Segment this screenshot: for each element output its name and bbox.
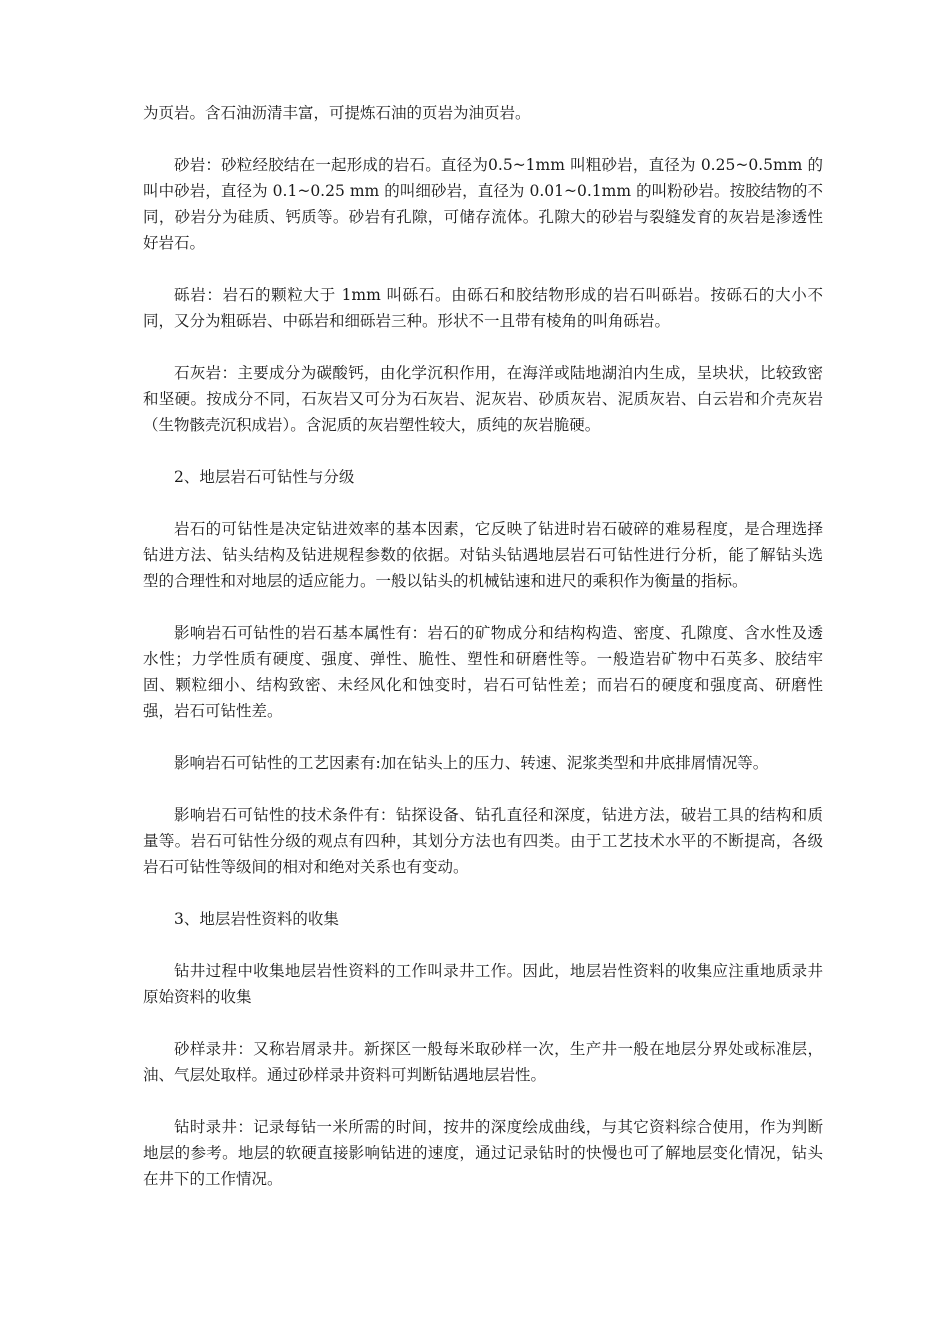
paragraph-process-factors: 影响岩石可钻性的工艺因素有:加在钻头上的压力、转速、泥浆类型和井底排屑情况等。	[174, 754, 769, 772]
paragraph-logging-intro: 钻井过程中收集地层岩性资料的工作叫录井工作。因此，地层岩性资料的收集应注重地质录井原始资料的收集	[143, 962, 823, 1006]
paragraph-cuttings-logging: 砂样录井：又称岩屑录井。新探区一般每米取砂样一次，生产井一般在地层分界处或标准层，油、气层处取样。通过砂样录井资料可判断钻遇地层岩性。	[143, 1040, 823, 1084]
paragraph-drilling-time-logging: 钻时录井：记录每钻一米所需的时间，按井的深度绘成曲线，与其它资料综合使用，作为判断地层的参考。地层的软硬直接影响钻进的速度，通过记录钻时的快慢也可了解地层变化情况，钻头在井下的工作情况。	[143, 1118, 823, 1188]
document-body	[143, 100, 823, 1218]
section-heading-data-collection: 3、地层岩性资料的收集	[174, 910, 339, 928]
paragraph-technical-conditions: 影响岩石可钻性的技术条件有：钻探设备、钻孔直径和深度，钻进方法，破岩工具的结构和质量等。岩石可钻性分级的观点有四种，其划分方法也有四类。由于工艺技术水平的不断提高，各级岩石可钻性等级间的相对和绝对关系也有变动。	[143, 806, 823, 876]
paragraph-rock-properties: 影响岩石可钻性的岩石基本属性有：岩石的矿物成分和结构构造、密度、孔隙度、含水性及透水性；力学性质有硬度、强度、弹性、脆性、塑性和研磨性等。一般造岩矿物中石英多、胶结牢固、颗粒细小、结构致密、未经风化和蚀变时，岩石可钻性差；而岩石的硬度和强度高、研磨性强，岩石可钻性差。	[143, 624, 823, 720]
paragraph-limestone: 石灰岩：主要成分为碳酸钙，由化学沉积作用，在海洋或陆地湖泊内生成，呈块状，比较致密和坚硬。按成分不同，石灰岩又可分为石灰岩、泥灰岩、砂质灰岩、泥质灰岩、白云岩和介壳灰岩（生物骸壳沉积成岩）。含泥质的灰岩塑性较大，质纯的灰岩脆硬。	[143, 364, 823, 434]
paragraph-sandstone: 砂岩：砂粒经胶结在一起形成的岩石。直径为0.5~1mm 叫粗砂岩，直径为 0.25~0.5mm 的叫中砂岩，直径为 0.1~0.25 mm 的叫细砂岩，直径为 0.01~0.1mm 的叫粉砂岩。按胶结物的不同，砂岩分为硅质、钙质等。砂岩有孔隙，可储存流体。孔隙大的砂岩与裂缝发育的灰岩是渗透性好岩石。	[143, 156, 823, 252]
section-heading-drillability: 2、地层岩石可钻性与分级	[174, 468, 355, 486]
paragraph-continuation: 为页岩。含石油沥清丰富，可提炼石油的页岩为油页岩。	[143, 104, 531, 122]
paragraph-drillability-intro: 岩石的可钻性是决定钻进效率的基本因素，它反映了钻进时岩石破碎的难易程度，是合理选择钻进方法、钻头结构及钻进规程参数的依据。对钻头钻遇地层岩石可钻性进行分析，能了解钻头选型的合理性和对地层的适应能力。一般以钻头的机械钻速和进尺的乘积作为衡量的指标。	[143, 520, 823, 590]
paragraph-conglomerate: 砾岩：岩石的颗粒大于 1mm 叫砾石。由砾石和胶结物形成的岩石叫砾岩。按砾石的大小不同，又分为粗砾岩、中砾岩和细砾岩三种。形状不一且带有棱角的叫角砾岩。	[143, 286, 823, 330]
